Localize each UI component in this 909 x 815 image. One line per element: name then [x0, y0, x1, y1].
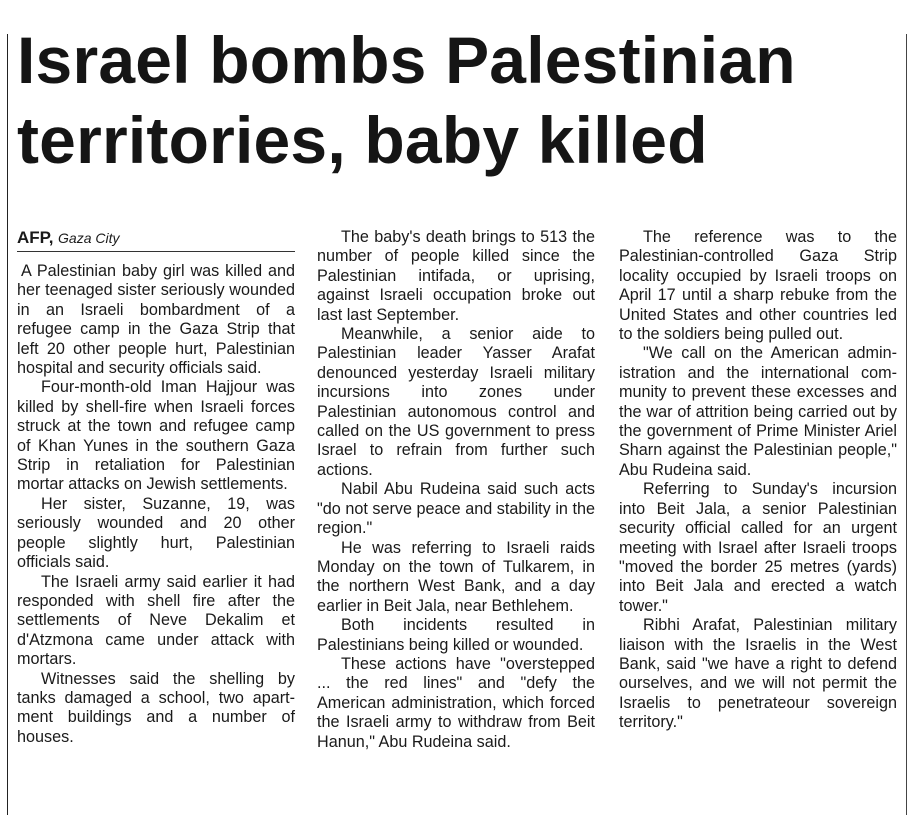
paragraph: The baby's death brings to 513 the number of people killed since the Palestinian intifada, or uprising, against Israeli occupation broke out last last September.	[317, 228, 595, 324]
article-column-3	[619, 228, 897, 733]
article-column-2	[317, 228, 595, 752]
headline	[17, 20, 902, 180]
paragraph: Meanwhile, a senior aide to Palestinian leader Yasser Arafat denounced yesterday Israeli military incursions into zones under Palestinian autonomous control and called on the US government to press Israel to refrain from further such actions.	[317, 325, 595, 479]
paragraph: Ribhi Arafat, Palestinian military liaison with the Israelis in the West Bank, said "we have a right to defend ourselves, and we will not permit the Israelis to penetrateour sovereign territory."	[619, 616, 897, 732]
paragraph: The reference was to the Palestinian-controlled Gaza Strip locality occupied by Israeli troops on April 17 until a sharp rebuke from the United States and other countries led to the soldiers being pulled out.	[619, 228, 897, 344]
paragraph: Her sister, Suzanne, 19, was seriously wounded and 20 other people slightly hurt, Palestinian officials said.	[17, 494, 295, 572]
article-column-1	[17, 228, 295, 747]
paragraph: "We call on the American administration and the international community to prevent these excesses and the war of attrition being carried out by the government of Prime Minister Ariel Sharn against the Palestinian people," Abu Rudeina said.	[619, 344, 897, 479]
paragraph: Referring to Sunday's incursion into Beit Jala, a senior Palestinian security official called for an urgent meeting with Israel after Israeli troops "moved the border 25 metres (yards) into Beit Jala and erected a watch tower."	[619, 480, 897, 615]
headline-line-2: territories, baby killed	[17, 103, 708, 177]
byline-place: Gaza City	[58, 230, 120, 246]
paragraph: These actions have "overstepped ... the red lines" and "defy the American administration, which forced the Israeli army to withdraw from Beit Hanun," Abu Rudeina said.	[317, 654, 595, 751]
paragraph: A Palestinian baby girl was killed and her teenaged sister seriously wounded in an Israeli bombardment of a refugee camp in the Gaza Strip that left 20 other people hurt, Palestinian hospital and security officials said.	[17, 262, 295, 378]
left-column-rule	[7, 34, 8, 815]
byline	[17, 228, 295, 252]
paragraph: The Israeli army said earlier it had responded with shell fire after the settlements of Neve Dekalim et d'Atzmona came under attack with mortars.	[17, 572, 295, 669]
byline-agency: AFP,	[17, 228, 54, 247]
headline-line-1: Israel bombs Palestinian	[17, 23, 796, 97]
paragraph: Witnesses said the shelling by tanks damaged a school, two apartment buildings and a number of houses.	[17, 669, 295, 746]
paragraph: He was referring to Israeli raids Monday on the town of Tulkarem, in the northern West Bank, and a day earlier in Beit Jala, near Bethlehem.	[317, 538, 595, 615]
paragraph: Both incidents resulted in Palestinians being killed or wounded.	[317, 616, 595, 654]
paragraph: Four-month-old Iman Hajjour was killed by shell-fire when Israeli forces struck at the town and refugee camp of Khan Yunes in the southern Gaza Strip in retaliation for Palestinian mortar attacks on Jewish settlements.	[17, 378, 295, 494]
right-column-rule	[906, 34, 907, 815]
paragraph: Nabil Abu Rudeina said such acts "do not serve peace and stability in the region."	[317, 480, 595, 538]
